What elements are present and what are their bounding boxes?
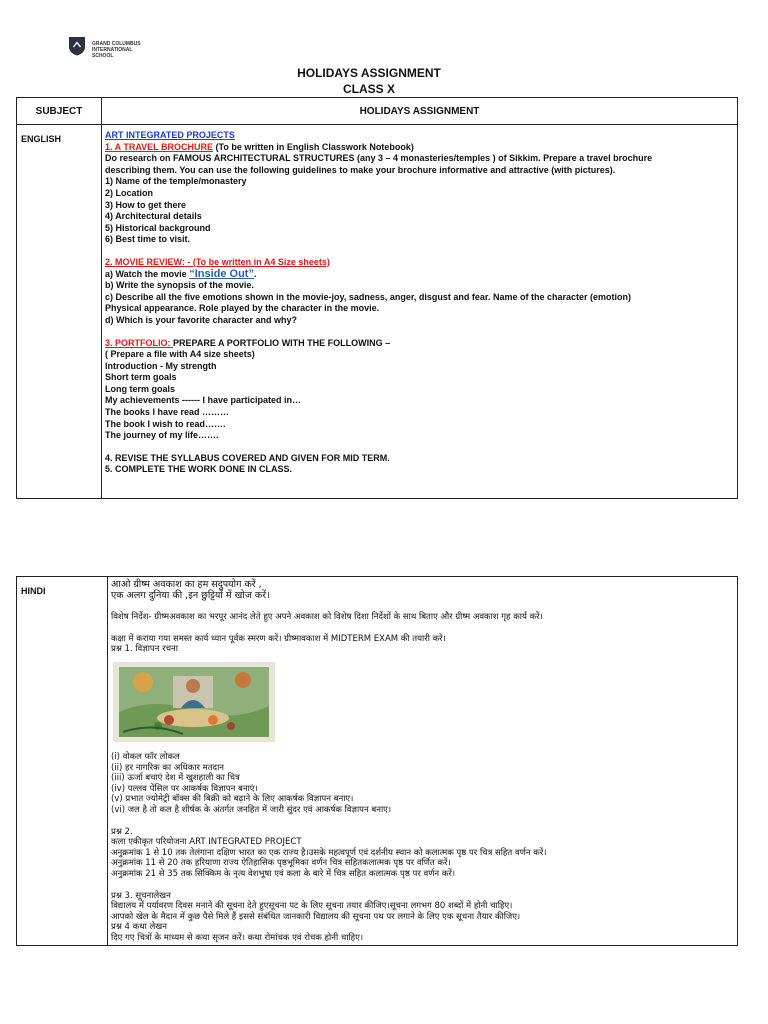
subject-hindi: HINDI bbox=[17, 577, 108, 946]
brochure-line: 5) Historical background bbox=[105, 222, 211, 233]
question-3-line: आपको खेल के मैदान में कुछ पैसे मिले हैं इससे संबंधित जानकारी विद्यालय की सूचना पथ पर लगाने के लिए एक सूचना तैयार कीजिए। bbox=[111, 911, 521, 922]
table-header-row bbox=[17, 98, 738, 125]
travel-brochure-title: 1. A TRAVEL BROCHURE (To be written in English Classwork Notebook) bbox=[105, 141, 414, 152]
question-1-item: (iii) ऊर्जा बचाएं देश में खुशहाली का चित्र bbox=[111, 773, 240, 784]
question-2-title: प्रश्न 2. bbox=[111, 826, 133, 837]
question-1-item: (vi) जल है तो कल है शीर्षक के अंतर्गत जनहित में जारी सुंदर एवं आकर्षक विज्ञापन बनाए। bbox=[111, 804, 392, 815]
movie-review-line: Physical appearance. Role played by the character in the movie. bbox=[105, 303, 380, 314]
portfolio-line: Long term goals bbox=[105, 383, 176, 394]
advertisement-sample-image bbox=[113, 662, 275, 742]
school-name: GRAND COLUMBUS INTERNATIONAL SCHOOL bbox=[92, 41, 141, 59]
movie-review-line: c) Describe all the five emotions shown in the movie-joy, sadness, anger, disgust and fear. Name of the character (emotion) bbox=[105, 291, 631, 302]
english-assignment-content bbox=[102, 125, 738, 499]
movie-review-line: a) Watch the movie “Inside Out”. bbox=[105, 267, 257, 280]
question-2-line: अनुक्रमांक 11 से 20 तक हरियाणा राज्य ऐतिहासिक पृष्ठभूमिका वर्णन चित्र सहितकलात्मक पृष्ठ पर वर्णित करें। bbox=[111, 858, 451, 869]
question-1-item: (v) प्रभात ज्योमेट्री बॉक्स की बिक्री को बढ़ाने के लिए आकर्षक विज्ञापन बनाए। bbox=[111, 794, 354, 805]
assignment-column-header: HOLIDAYS ASSIGNMENT bbox=[102, 98, 738, 125]
question-3-title: प्रश्न 3. सूचनालेखन bbox=[111, 890, 171, 901]
subject-english: ENGLISH bbox=[17, 125, 102, 499]
movie-name: “Inside Out” bbox=[189, 267, 254, 280]
brochure-line: 4) Architectural details bbox=[105, 211, 202, 222]
brochure-line: 3) How to get there bbox=[105, 199, 187, 210]
hindi-intro-line: एक अलग दुनिया की ,इन छुट्टियों में खोज करें। bbox=[111, 589, 270, 601]
subject-column-header: SUBJECT bbox=[17, 98, 102, 125]
school-crest-icon bbox=[68, 36, 86, 56]
hindi-assignment-content bbox=[108, 577, 738, 946]
complete-work-item: 5. COMPLETE THE WORK DONE IN CLASS. bbox=[105, 464, 293, 475]
brochure-line: 6) Best time to visit. bbox=[105, 234, 191, 245]
brochure-line: Do research on FAMOUS ARCHITECTURAL STRUCTURES (any 3 – 4 monasteries/temples ) of Sikkim. Prepare a travel brochure bbox=[105, 153, 653, 164]
revise-syllabus-item: 4. REVISE THE SYLLABUS COVERED AND GIVEN FOR MID TERM. bbox=[105, 452, 390, 463]
hindi-assignment-table bbox=[16, 576, 738, 946]
question-1-title: प्रश्न 1. विज्ञापन रचना bbox=[111, 644, 178, 655]
movie-review-title: 2. MOVIE REVIEW: - (To be written in A4 Size sheets) bbox=[105, 256, 330, 267]
question-4-title: प्रश्न 4 कथा लेखन bbox=[111, 922, 167, 933]
portfolio-line: Introduction - My strength bbox=[105, 360, 217, 371]
brochure-line: 1) Name of the temple/monastery bbox=[105, 176, 247, 187]
movie-review-line: b) Write the synopsis of the movie. bbox=[105, 280, 254, 291]
question-2-line: अनुक्रमांक 1 से 10 तक तेलंगाना दक्षिण भारत का एक राज्य है।उसके महत्वपूर्ण एवं दर्शनीय स्थान को कलात्मक पृष्ठ पर चित्र सहित वर्णन करें। bbox=[111, 847, 547, 858]
portfolio-line: The books I have read ……… bbox=[105, 407, 230, 418]
question-1-item: (i) वोकल फॉर लोकल bbox=[111, 751, 180, 762]
question-1-item: (ii) हर नागरिक का अधिकार मतदान bbox=[111, 762, 224, 773]
movie-review-line: d) Which is your favorite character and why? bbox=[105, 314, 298, 325]
school-logo bbox=[68, 36, 141, 59]
english-assignment-table bbox=[16, 97, 738, 499]
class-label: CLASS X bbox=[342, 82, 395, 96]
question-2-line: अनुक्रमांक 21 से 35 तक सिक्किम के नृत्य वेशभूषा एवं कला के बारे में चित्र सहित कलात्मक पृष्ठ पर वर्णन करें। bbox=[111, 868, 456, 879]
portfolio-line: The journey of my life……. bbox=[105, 430, 219, 441]
brochure-line: describing them. You can use the following guidelines to make your brochure informative and attractive (with pictures). bbox=[105, 164, 616, 175]
question-4-line: दिए गए चित्रों के माध्यम से कथा सृजन करें। कथा रोमांचक एवं रोचक होनी चाहिए। bbox=[111, 932, 364, 943]
art-projects-heading: ART INTEGRATED PROJECTS bbox=[105, 130, 235, 140]
table-row bbox=[17, 577, 738, 946]
portfolio-line: ( Prepare a file with A4 size sheets) bbox=[105, 349, 255, 360]
midterm-note: कक्षा में कराया गया समस्त कार्य ध्यान पूर्वक स्मरण करें। ग्रीष्मावकाश में MIDTERM EXAM की तयारी करें। bbox=[111, 633, 446, 644]
question-3-line: विद्यालय में पर्यावरण दिवस मनाने की सूचना देते हुएसूचना पट के लिए सूचना तयार कीजिए।सूचना लगभग 80 शब्दों में होनी चाहिए। bbox=[111, 901, 513, 912]
portfolio-line: My achievements ------ I have participated in… bbox=[105, 395, 302, 406]
hindi-intro-line: आओ ग्रीष्म अवकाश का हम सदुपयोग करें , bbox=[111, 579, 262, 590]
table-row bbox=[17, 125, 738, 499]
portfolio-title: 3. PORTFOLIO: PREPARE A PORTFOLIO WITH THE FOLLOWING – bbox=[105, 337, 391, 348]
portfolio-line: Short term goals bbox=[105, 372, 177, 383]
brochure-line: 2) Location bbox=[105, 187, 154, 198]
page-title: HOLIDAYS ASSIGNMENT bbox=[297, 66, 441, 80]
portfolio-line: The book I wish to read……. bbox=[105, 418, 226, 429]
question-1-item: (iv) पल्लव पेंसिल पर आकर्षक विज्ञापन बनाएं। bbox=[111, 783, 258, 794]
question-2-line: कला एकीकृत परियोजना ART INTEGRATED PROJECT bbox=[111, 837, 302, 848]
special-instruction: विशेष निर्देश- ग्रीष्मअवकाश का भरपूर आनंद लेते हुए अपने अवकाश को विशेष दिशा निर्देशों के साथ बिताए और ग्रीष्म अवकाश गृह कार्य करें। bbox=[111, 612, 543, 623]
